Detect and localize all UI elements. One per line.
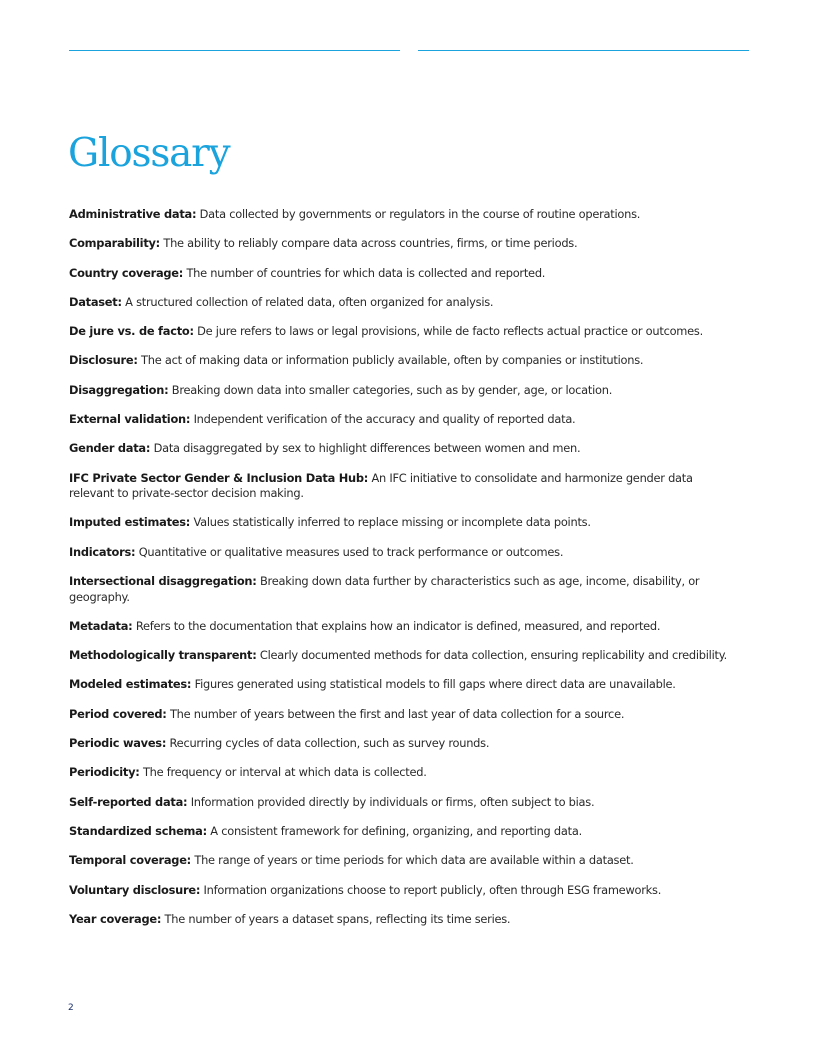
glossary-term: Intersectional disaggregation:	[69, 574, 257, 589]
glossary-definition: The frequency or interval at which data is collected.	[142, 765, 427, 780]
glossary-term: Standardized schema:	[69, 823, 207, 838]
glossary-definition: Independent verification of the accuracy and quality of reported data.	[193, 412, 576, 427]
glossary-term: Indicators:	[69, 544, 136, 559]
glossary-definition: The range of years or time periods for which data are available within a dataset.	[194, 853, 634, 868]
glossary-entry	[69, 471, 741, 502]
glossary-term: Administrative data:	[69, 207, 197, 221]
glossary-definition: Values statistically inferred to replace missing or incomplete data points.	[193, 515, 591, 530]
glossary-term: Methodologically transparent:	[69, 648, 257, 663]
glossary-definition: An IFC initiative to consolidate and harmonize gender data relevant to private-sector decision making.	[69, 470, 693, 501]
glossary-definition: Information provided directly by individuals or firms, often subject to bias.	[190, 794, 595, 809]
glossary-entry	[69, 883, 741, 899]
glossary-entry	[69, 677, 741, 693]
glossary-entry	[69, 765, 741, 781]
glossary-term: Year coverage:	[69, 911, 162, 926]
glossary-entry	[69, 853, 741, 869]
glossary-entry	[69, 412, 741, 428]
glossary-definition: The ability to reliably compare data across countries, firms, or time periods.	[163, 236, 578, 251]
glossary-definition: The number of years between the first and last year of data collection for a source.	[169, 706, 625, 721]
glossary-definition: A structured collection of related data, often organized for analysis.	[125, 294, 494, 309]
glossary-entry	[69, 795, 741, 811]
page-number: 2	[68, 1003, 74, 1013]
glossary-term: Dataset:	[69, 294, 122, 309]
page-title: Glossary	[68, 131, 230, 176]
glossary-term: Period covered:	[69, 706, 167, 721]
glossary-term: Modeled estimates:	[69, 677, 192, 692]
glossary-definition: The number of countries for which data is collected and reported.	[186, 265, 546, 280]
header-rule-right	[418, 50, 749, 51]
glossary-entry	[69, 441, 741, 457]
glossary-term: Metadata:	[69, 618, 133, 633]
glossary-entry	[69, 648, 741, 664]
glossary-definition: The act of making data or information publicly available, often by companies or institutions.	[141, 353, 644, 368]
glossary-term: Disaggregation:	[69, 382, 169, 397]
glossary-definition: De jure refers to laws or legal provisions, while de facto reflects actual practice or outcomes.	[197, 324, 703, 339]
header-rule-left	[69, 50, 400, 51]
glossary-list	[69, 207, 741, 941]
glossary-entry	[69, 324, 741, 340]
glossary-definition: A consistent framework for defining, organizing, and reporting data.	[210, 823, 582, 838]
glossary-term: Voluntary disclosure:	[69, 882, 201, 897]
glossary-term: Disclosure:	[69, 353, 138, 368]
glossary-entry	[69, 574, 741, 605]
glossary-entry	[69, 736, 741, 752]
glossary-definition: Refers to the documentation that explains how an indicator is defined, measured, and reported.	[135, 618, 661, 633]
glossary-term: Periodic waves:	[69, 736, 167, 751]
glossary-entry	[69, 236, 741, 252]
glossary-entry	[69, 295, 741, 311]
glossary-entry	[69, 383, 741, 399]
glossary-entry	[69, 515, 741, 531]
glossary-entry	[69, 824, 741, 840]
glossary-term: De jure vs. de facto:	[69, 324, 194, 339]
glossary-definition: Quantitative or qualitative measures used to track performance or outcomes.	[138, 544, 564, 559]
glossary-term: External validation:	[69, 412, 191, 427]
glossary-definition: Data disaggregated by sex to highlight differences between women and men.	[153, 441, 581, 456]
glossary-entry	[69, 619, 741, 635]
glossary-entry	[69, 207, 741, 223]
glossary-entry	[69, 266, 741, 282]
glossary-definition: Recurring cycles of data collection, such as survey rounds.	[169, 736, 490, 751]
glossary-entry	[69, 912, 741, 928]
glossary-term: Imputed estimates:	[69, 515, 191, 530]
glossary-term: Country coverage:	[69, 265, 184, 280]
glossary-term: Comparability:	[69, 236, 160, 251]
glossary-definition: Breaking down data into smaller categories, such as by gender, age, or location.	[171, 382, 613, 397]
glossary-term: Periodicity:	[69, 765, 140, 780]
glossary-term: Temporal coverage:	[69, 853, 191, 868]
glossary-term: Gender data:	[69, 441, 151, 456]
glossary-definition: Figures generated using statistical models to fill gaps where direct data are unavailable.	[194, 677, 676, 692]
glossary-definition: Clearly documented methods for data collection, ensuring replicability and credibility.	[259, 648, 727, 663]
glossary-definition: Breaking down data further by characteristics such as age, income, disability, or geography.	[69, 574, 700, 604]
glossary-definition: Data collected by governments or regulators in the course of routine operations.	[199, 207, 641, 221]
glossary-term: Self-reported data:	[69, 794, 188, 809]
glossary-entry	[69, 707, 741, 723]
glossary-term: IFC Private Sector Gender & Inclusion Data Hub:	[69, 470, 369, 485]
glossary-definition: Information organizations choose to report publicly, often through ESG frameworks.	[203, 882, 662, 897]
glossary-definition: The number of years a dataset spans, reflecting its time series.	[164, 911, 511, 926]
glossary-entry	[69, 353, 741, 369]
glossary-entry	[69, 545, 741, 561]
